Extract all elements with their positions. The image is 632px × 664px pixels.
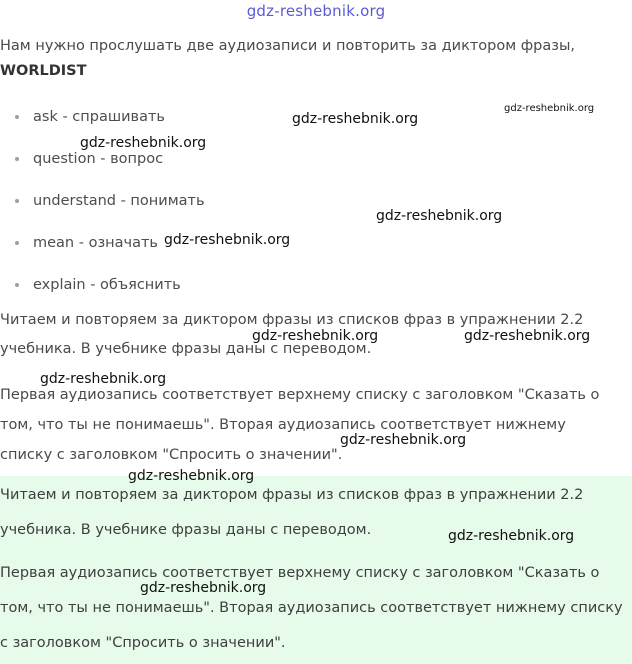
bullet-icon — [15, 115, 19, 119]
watermark: gdz-reshebnik.org — [340, 432, 467, 448]
vocab-text: question - вопрос — [33, 151, 164, 167]
intro-sentence: Нам нужно прослушать две аудиозаписи и повторить за диктором фразы, — [0, 38, 576, 54]
watermark: gdz-reshebnik.org — [464, 328, 591, 344]
paragraph-repeat: Читаем и повторяем за диктором фразы из списков фраз в упражнении 2.2 учебника. В учебнике фразы даны с переводом. — [0, 312, 584, 357]
watermark: gdz-reshebnik.org — [292, 111, 419, 127]
brand-name: WORLDIST — [0, 63, 87, 79]
watermark: gdz-reshebnik.org — [504, 103, 595, 114]
intro-text — [0, 34, 628, 84]
watermark: gdz-reshebnik.org — [164, 232, 291, 248]
bullet-icon — [15, 199, 19, 203]
bullet-icon — [15, 241, 19, 245]
watermark: gdz-reshebnik.org — [40, 371, 167, 387]
watermark: gdz-reshebnik.org — [376, 208, 503, 224]
bullet-icon — [15, 283, 19, 287]
site-header-link[interactable]: gdz-reshebnik.org — [246, 2, 386, 20]
vocab-text: explain - объяснить — [33, 277, 181, 293]
watermark: gdz-reshebnik.org — [140, 580, 267, 596]
watermark: gdz-reshebnik.org — [128, 468, 255, 484]
vocab-text: understand - понимать — [33, 193, 205, 209]
answer-paragraph-audio: Первая аудиозапись соответствует верхнему списку с заголовком "Сказать о том, что ты не понимаешь". Вторая аудиозапись соответствует нижнему списку с заголовком "Спросить о значении". — [0, 565, 623, 651]
watermark: gdz-reshebnik.org — [448, 528, 575, 544]
paragraph-audio: Первая аудиозапись соответствует верхнему списку с заголовком "Сказать о том, что ты не понимаешь". Вторая аудиозапись соответствует нижнему списку с заголовком "Спросить о значении". — [0, 387, 600, 463]
list-item — [0, 188, 205, 230]
answer-box — [0, 476, 632, 664]
list-item — [0, 146, 205, 188]
watermark: gdz-reshebnik.org — [80, 135, 207, 151]
vocab-text: mean - означать — [33, 235, 158, 251]
answer-paragraph-repeat: Читаем и повторяем за диктором фразы из списков фраз в упражнении 2.2 учебника. В учебнике фразы даны с переводом. — [0, 487, 584, 538]
vocab-text: ask - спрашивать — [33, 109, 165, 125]
bullet-icon — [15, 157, 19, 161]
watermark: gdz-reshebnik.org — [252, 328, 379, 344]
